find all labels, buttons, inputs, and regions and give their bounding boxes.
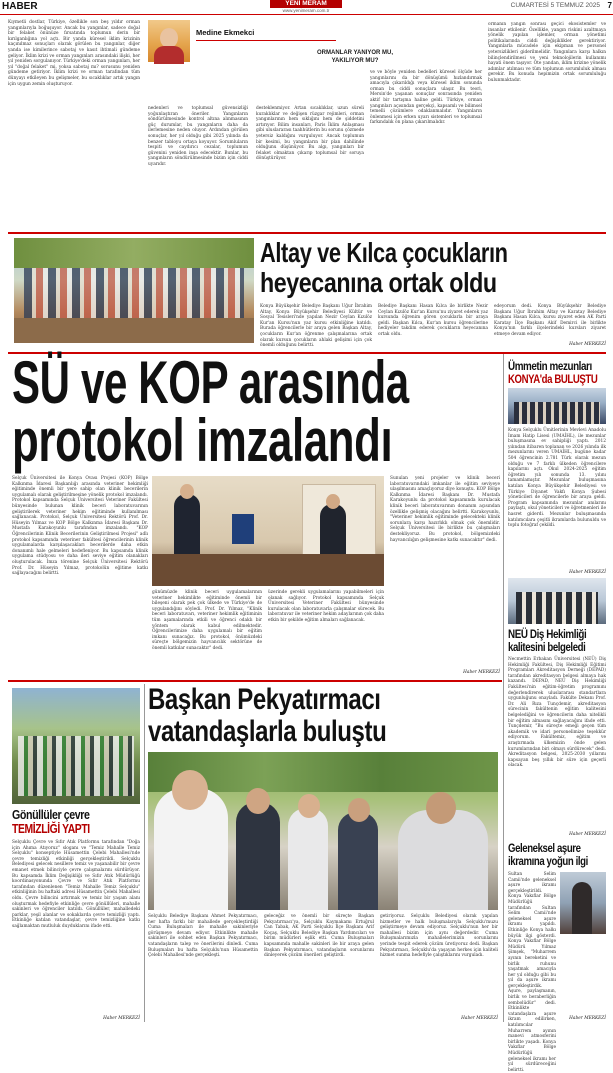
column-title-line2: YAKILIYOR MU? bbox=[331, 58, 379, 64]
story1-crowd bbox=[24, 268, 244, 318]
story2-text-4: Sunulan yeni projeler ve klinik beceri laboratuvarındaki imkanlar ile eğitim seviyeye ulaşılmasını amaçlıyoruz diye konuştu. KOP Bölge Kalkınma İdaresi Başkanı Dr. Mustafa Karakoyunlu da protokol kapsamında kurulacak klinik beceri laboratuvarının donanım açısından özellikle gelişmiş olacağını belirtti. Karakoyunlu, "Veteriner hekimlik eğitiminde gelecekteki klinik sorunlara karşı hazırlıklı olmak çok önemlidir. Selçuk Üniversitesi ile birlikte bu çalışmaları destekliyoruz. Bu protokol, bölgemizdeki hayvancılığın gelişmesine katkı sunacaktır" dedi. bbox=[390, 476, 500, 543]
page-number: 7 bbox=[607, 1, 612, 10]
story5-face-3 bbox=[298, 794, 320, 818]
story5-headline-line1: Başkan Pekyatırmacı bbox=[148, 683, 381, 716]
story4-headline-line1: NEÜ Diş Hekimliği bbox=[508, 627, 587, 641]
issue-date: CUMARTESİ 5 TEMMUZ 2025 bbox=[510, 2, 600, 9]
story4-signature: Haber MERKEZİ bbox=[569, 832, 606, 837]
story1-ground bbox=[14, 318, 254, 343]
column-text-5: ormanın yangın sonrası geçici ekosistemler ve insanlar etkilenir. Özellikle, yangın riskini azaltmaya yönelik yapılan işlemler, orman yönetimi politikalarında ciddi değişiklikler gerektiriyor. Yangınlarla mücadele için ekipman ve personel yetersizlikleri giderilmelidir. Yangınlara karşı halkın bilinçlendirilmesi ve yeni teknolojilerin kullanımı hayati önem taşıyor. Öte yandan, iklim krizine yönelik adımlar atılması ve tüm toplumun sorumluluk alması gerekir. Bu konuda hepimizin ortak sorumluluğu bulunmaktadır. bbox=[488, 22, 606, 83]
vertical-divider-2 bbox=[144, 684, 145, 1022]
story7-photo bbox=[560, 872, 606, 934]
story5-text-3: getiriyoruz. Selçuklu Belediyesi olarak yapılan hizmetler ve halk buluşmalarıyla Selçuklu'muzu geliştirmeye devam ediyoruz. Selçuklu'nun her bir mahallesi bizim için aynı değerdedir. Cuma Buluşmalarımızla mahallelerimizin sorunlarını yerinde tespit ederek çözüm üretiyoruz dedi. Başkan Pekyatırmacı, Selçuklu'da yaşayan herkes için kaliteli hizmet sunma hedefiyle çalıştıklarını vurguladı. bbox=[380, 914, 498, 959]
section-divider-3 bbox=[8, 680, 502, 682]
story5-person-4 bbox=[338, 812, 378, 910]
story2-text-1: Selçuk Üniversitesi ile Konya Ovası Projesi (KOP) Bölge Kalkınma İdaresi Başkanlığı arasında veteriner hekimliği eğitiminde önemli bir yere sahip olan klinik becerilerin uygulamalı olarak geliştirilmesine yönelik protokol imzalandı. Protokol kapsamında Selçuk Üniversitesi Veteriner Fakültesi bünyesinde bulunan klinik beceri laboratuvarının geliştirilerek veteriner hekim eğitiminde kullanılması sağlanacak. Protokol, Selçuk Üniversitesi Rektörü Prof. Dr. Hüseyin Yılmaz ve KOP Bölge Kalkınma İdaresi Başkanı Dr. Mustafa Karakoyunlu tarafından imzalandı. "KOP Öğrencilerinin Klinik Becerilerinin Geliştirilmesi Projesi" adlı protokol kapsamında veteriner fakültesi öğrencilerinin klinik uygulamalarda karşılaşacakları becerilerde daha etkin donanımlı hale gelmeleri hedefleniyor. Bu kapsamda klinik uygulama stüdyosu ve daha ileri seviye eğitim olanakları oluşturulacak. İmza törenine Selçuk Üniversitesi Rektörü Prof. Dr. Hüseyin Yılmaz, protokolün eğitime katkı sağlayacağını belirtti. bbox=[12, 476, 148, 577]
story5-text-1: Selçuklu Belediye Başkanı Ahmet Pekyatırmacı, her hafta farklı bir mahallede gerçekleştirdiği Cuma Buluşmaları ile mahalle sakinleriyle görüşmeye devam ediyor. Etkinlikte mahalle sakinleri ile sohbet eden Başkan Pekyatırmacı, vatandaşların talep ve önerilerini dinledi. Cuma Buluşmaları bu hafta Selçuklu'nun Hüsamettin Çelebi Mahallesi'nde gerçekleşti. bbox=[148, 914, 258, 959]
story1-signature: Haber MERKEZİ bbox=[569, 342, 606, 347]
story3-signature: Haber MERKEZİ bbox=[569, 570, 606, 575]
story1-text-3: edeyorum dedi. Konya Büyükşehir Belediye Başkanı Uğur İbrahim Altay ve Karatay Belediye Başkanı Hasan Kılca, kursu ziyaret eden AK Parti Karatay İlçe Başkanı Akif Demirci ile birlikte Konya'nın farklı ilçelerindeki kursları ziyaret etmeye devam ediyor. bbox=[494, 304, 606, 337]
author-face bbox=[160, 28, 178, 48]
story6-signature: Haber MERKEZİ bbox=[103, 1016, 140, 1021]
opinion-column bbox=[0, 18, 613, 230]
author-clothes bbox=[154, 46, 184, 64]
story5-person-2 bbox=[236, 802, 280, 910]
story6-text: Selçuklu Çevre ve Sıfır Atık Platformu tarafından "Doğa için Ahıma Atıyoruz" sloganı ve "Temiz Mahalle Temiz Selçuklu" konseptiyle Hüsamettin Çelebi Mahallesi'nde çevre temizliği etkinliği gerçekleştirildi. Selçuklu Belediyesi gelecek nesillere temiz ve yaşanabilir bir çevre emanet etmek bilinciyle çevre çalışmalarını sürdürüyor. Bu kapsamda İklim Değişikliği ve Sıfır Atık Müdürlüğü koordinasyonunda Çevre ve Sıfır Atık Platformu tarafından düzenlenen "Temiz Mahalle Temiz Selçuklu" etkinliğinin bu haftaki adresi Hüsamettin Çelebi Mahallesi oldu. Çevre bilincini artırmak ve temiz bir yaşam alanı oluşturmak hedefiyle etkinliğe çevre gönüllüleri, mahalle sakinleri ve öğrenciler katıldı. Gönüllüler, mahalledeki parklar, yeşil alanlar ve sokaklarda çevre temizliği yaptı. Etkinliğe katılan vatandaşlar, çevre temizliğine katkı sağlamaktan mutluluk duyduklarını ifade etti. bbox=[12, 840, 140, 929]
column-title-line1: ORMANLAR YANIYOR MU, bbox=[316, 50, 393, 56]
story5-face-5 bbox=[426, 792, 456, 824]
story5-face-2 bbox=[246, 788, 270, 814]
story5-person-5 bbox=[398, 810, 488, 910]
vertical-divider bbox=[503, 354, 504, 1022]
story3-headline-line2: KONYA'da BULUŞTU bbox=[508, 372, 598, 386]
story7-signature: Haber MERKEZİ bbox=[569, 1016, 606, 1021]
story5-photo bbox=[148, 752, 498, 910]
story2-headline-line1: SÜ ve KOP arasında bbox=[12, 349, 409, 416]
story3-text: Konya Selçuklu Ümitlerinin Mevlevi Anadolu İmam Hatip Lisesi (UMAİHL), ile mezunlar buluşmasına ev sahipliği yaptı. 2012 yılından itibaren toplanan ve 2026 yılında ilk mezunlarını veren UMAİHL, bugüne kadar 504 öğrencinin 2.781 Türk olarak mezun olduğu ve 7 farklı ülkeden öğrencilere kapılarını açtı. Okul 2024-2025 eğitim öğretim yılı sonunda 13. yılını tamamlamıştır. Mezunlar buluşmasına katılan Konya Büyükşehir Belediyesi ve Türkiye Diyanet Vakfı Konya Şubesi yöneticileri de öğrencilerle bir araya geldi. Program kapsamında mezunlar anılarını paylaştı, okul yöneticileri ve öğretmenleri ile hasret giderdi. Mezunlar buluşmasında katılımcılara çeşitli ikramlarda bulunuldu ve toplu fotoğraf çekildi. bbox=[508, 428, 606, 529]
story5-face-main bbox=[172, 770, 208, 810]
story2-person-2 bbox=[320, 504, 346, 556]
story1-text-2: Belediye Başkanı Hasan Kılca ile birlikte Nezir Ceylan Kızılöz Kur'an Kursu'nu ziyaret ederek yaz kursunda öğrenim gören çocuklarla bir araya geldi. Başkan Kılca, Kur'an kursu öğrencilerine hediyeler takdim ederek çocukların heyecanına ortak oldu. bbox=[378, 304, 488, 337]
story7-text: Sultan Selim Camii'nde geleneksel aşure ikramı gerçekleştirildi. Konya Vakıflar Bölge Müdürlüğü tarafından Sultan Selim Camii'nde geleneksel aşure ikramı yapıldı. Etkinliğe Konya halkı büyük ilgi gösterdi. Konya Vakıflar Bölge Müdürü Yılmaz Şimşek, "Muharrem ayının bereketini ve birlik ruhunu yaşatmak amacıyla her yıl olduğu gibi bu yıl da aşure ikramı gerçekleştirdik. Aşure, paylaşmanın, birlik ve beraberliğin sembolüdür" dedi. Etkinlikte vatandaşlara aşure ikram edilirken, katılımcılar Muharrem ayının manevi atmosferini birlikte yaşadı. Konya Vakıflar Bölge Müdürlüğü geleneksel ikramı her yıl sürdüreceğini belirtti. bbox=[508, 872, 556, 1073]
story2-person-1 bbox=[174, 494, 200, 554]
column-text-4: ve ve böyle yeniden bedelleri küresel ölçüde her yangınlarını da bir dönüşümü hızlandırmak amacıyla çıkarıldığı veya küresel iklim sonunda orman bu ciddi sonuçlara ulaşır. Bu teori, Mersin'de yaşanan sonuçlar sonrasında yeniden aktif bir tartışma haline geldi. Türkiye, orman yangınları açısından gerçekçi, kapsamlı ve bilimsel temelli çözümlere odaklanmalıdır. Yangınların önlenmesi için erken uyarı sistemleri ve toplumsal farkındalık ön plana çıkarılmalıdır. bbox=[370, 70, 482, 126]
story2-flag bbox=[232, 514, 254, 544]
story2-signature: Haber MERKEZİ bbox=[463, 670, 500, 675]
column-text-1: Kıymetli dostlar, Türkiye, özellikle son beş yıldır orman yangınlarıyla boğuşuyor. Ancak bu yangınlar, sadece doğal bir felaket önünüze fırsatında toplumun derin bir kırılganlığına yol açtı. Bir yanda küresel iklim krizinin kaçınılmaz sonuçları olarak görülen bu yangınlar, diğer yanda ise kimilerince sabotaj ve kasıt ihtimali gündeme geliyor. İklim krizi ve orman yangınları arasındaki ilişki, her yıl yeniden sorgulanıyor. Türkiye'deki orman yangınları, her yıl "doğal felaket" mi, yoksa sabotaj mı? sorusunu yeniden gündeme getiriyor. İklim krizi ve orman tarafından tüm dünyayı etkileyen bu gelişmeler, bu sıcaklıklar artık yangın için uygun zemin oluşturuyor. bbox=[8, 20, 140, 87]
author-rule bbox=[196, 40, 336, 41]
story5-face-4 bbox=[348, 798, 370, 822]
story5-text-2: geleceğiz ve önemli bir süreçte Başkan Pekyatırmacı'ya, Selçuklu Kaymakamı Ertuğrul Can Tabak, AK Parti Selçuklu İlçe Başkanı Arif Koçaş, Selçuklu Belediye Başkan Yardımcıları ve birim müdürleri eşlik etti. Cuma Buluşmaları kapsamında mahalle sakinleri ile bir araya gelen Başkan Pekyatırmacı, vatandaşların sorunlarını dinleyerek çözüm önerileri geliştirdi. bbox=[264, 914, 374, 959]
story2-photo bbox=[152, 476, 384, 586]
story6-headline-line2: TEMİZLİĞİ YAPTI bbox=[12, 821, 90, 836]
story5-headline-line2: vatandaşlarla buluştu bbox=[148, 715, 387, 748]
story3-group bbox=[514, 402, 600, 424]
story4-text: Necmettin Erbakan Üniversitesi (NEÜ) Diş Hekimliği Fakültesi, Diş Hekimliği Eğitimi Programları Akreditasyon Derneği (DEPAD) tarafından akreditasyon belgesi almaya hak kazandı. DEPAD, NEÜ Diş Hekimliği Fakültesi'nin eğitim-öğretim programını değerlendirerek uluslararası standartlara uygunluğunu onayladı. Fakülte Dekanı Prof. Dr. Ali Rıza Tunçdemir, akreditasyon sürecinin fakültenin eğitim kalitesini belgelediğini ve öğrencilerin daha nitelikli bir eğitim almasını sağlayacağını ifade etti. Tunçdemir, "Bu süreçte emeği geçen tüm akademik ve idari personelimize teşekkür ediyorum. Fakültemiz, eğitim ve araştırmada ülkemizin önde gelen kurumlarından biri olmayı sürdürecek" dedi. Akreditasyon belgesi, 2025-2030 yıllarını kapsayan beş yıllık bir süre için geçerli olacak. bbox=[508, 657, 606, 769]
story5-signature: Haber MERKEZİ bbox=[461, 1016, 498, 1021]
story4-group bbox=[516, 592, 598, 624]
brand-logo: YENİ MERAM bbox=[270, 0, 342, 8]
section-divider-1 bbox=[8, 232, 606, 234]
story1-text-1: Konya Büyükşehir Belediye Başkanı Uğur İbrahim Altay, Konya Büyükşehir Belediyesi Kültür ve Sosyal Tesisleri'nde yapılan Nezir Ceylan Kızılöz Kur'an Kursu'nun yaz kursu etkinliğine katıldı. Burada öğrencilerle bir araya gelen Başkan Altay, çocukların Kur'an öğrenme çalışmalarına ortak olarak kursun çocukların ahlaki gelişimi için çok önemli olduğunu belirtti. bbox=[260, 304, 372, 349]
story4-photo bbox=[508, 578, 606, 624]
story6-headline-line1: Gönüllüler çevre bbox=[12, 807, 90, 822]
column-text-2: nedenleri ve toplumsal güvensizliği yoğunlaştıran öneriler. Yangınların söndürülmesinde kontrol altına alınmasının güç durumlar, bu yangınların daha da ilerlemesine neden oluyor. Ardından görülen sonuçlar, her yıl olduğu gibi 2025 yılında da benzer tabloyu ortaya koyuyor. Sorumluların tespiti ve caydırıcı cezalar, toplumun güvenini yeniden inşa edecektir. Bunlar, bu yangınların söndürülmesinde bizim için ciddi uyarıdır. bbox=[148, 106, 248, 167]
story1-photo bbox=[14, 238, 254, 343]
story2-face-2 bbox=[326, 494, 340, 509]
website-url: www.yenimeram.com.tr bbox=[282, 8, 330, 13]
story5-person-3 bbox=[288, 808, 328, 910]
story4-headline-line2: kalitesini belgeledi bbox=[508, 640, 586, 654]
story2-headline-line2: protokol imzalandı bbox=[12, 407, 393, 474]
story2-text-2: günümüzde klinik beceri uygulamalarının veteriner hekimlikte eğitiminde önemli bir bileşeni olarak pek çok ülkede ve Türkiye'de de uygulandığını söyledi. Prof. Dr. Yılmaz, "Klinik beceri laboratuvarı, veteriner hekimlik eğitiminin tüm aşamalarında etkili ve öğrenci odaklı bir yöntem olarak kabul edilmektedir. Öğrencilerimize daha uygulamalı bir eğitim imkanı sunacağız. Bu protokol, önümüzdeki süreçte bölgemizin hayvancılık sektörüne de önemli katkılar sunacaktır" dedi. bbox=[152, 590, 262, 651]
column-text-3: desteklenmiyor. Artan sıcaklıklar, uzun süreli kuraklıklar ve değişen rüzgar rejimleri, orman yangınlarının hem sıklığını hem de şiddetini artırıyor. Bilim insanları, Paris İklim Anlaşması gibi uluslararası taahhütlerin bu sorunu çözmede yetersiz kaldığını vurguluyor. Ancak toplumun bir kesimi, bu yangınların bir plan dahilinde olduğunu düşünüyor. Bu algı, yangınları bir felaket olmaktan çıkarıp toplumsal bir soruya dönüştürüyor. bbox=[256, 106, 364, 162]
story7-headline-line2: ikramına yoğun ilgi bbox=[508, 854, 588, 868]
story2-face-1 bbox=[180, 484, 194, 499]
story2-text-3: üzerinde gerekli uygulamalarını yapabilmeleri için olanak sağlıyor. Protokol kapsamında Selçuk Üniversitesi Veteriner Fakültesi bünyesinde kurulacak olan laboratuvarla çalışmalar sürecek. Bu laboratuvar ile veteriner hekim adaylarının çok daha etkin bir şekilde eğitim almaları sağlanacak. bbox=[268, 590, 384, 623]
column-author: Medine Ekmekci bbox=[196, 28, 255, 37]
section-label: HABER bbox=[2, 1, 38, 12]
story2-table bbox=[152, 554, 384, 586]
story1-trees bbox=[14, 238, 254, 268]
story1-headline-line2: heyecanına ortak oldu bbox=[260, 267, 497, 298]
author-photo bbox=[148, 20, 190, 62]
story7-person bbox=[572, 882, 592, 934]
story3-headline-line1: Ümmetin mezunları bbox=[508, 359, 592, 373]
story1-headline-line1: Altay ve Kılca çocukların bbox=[260, 237, 508, 268]
page-header bbox=[0, 0, 613, 15]
story3-photo bbox=[508, 388, 606, 424]
story7-headline-line1: Geleneksel aşure bbox=[508, 841, 581, 855]
story6-photo bbox=[12, 688, 140, 804]
story6-crowd bbox=[18, 736, 134, 796]
